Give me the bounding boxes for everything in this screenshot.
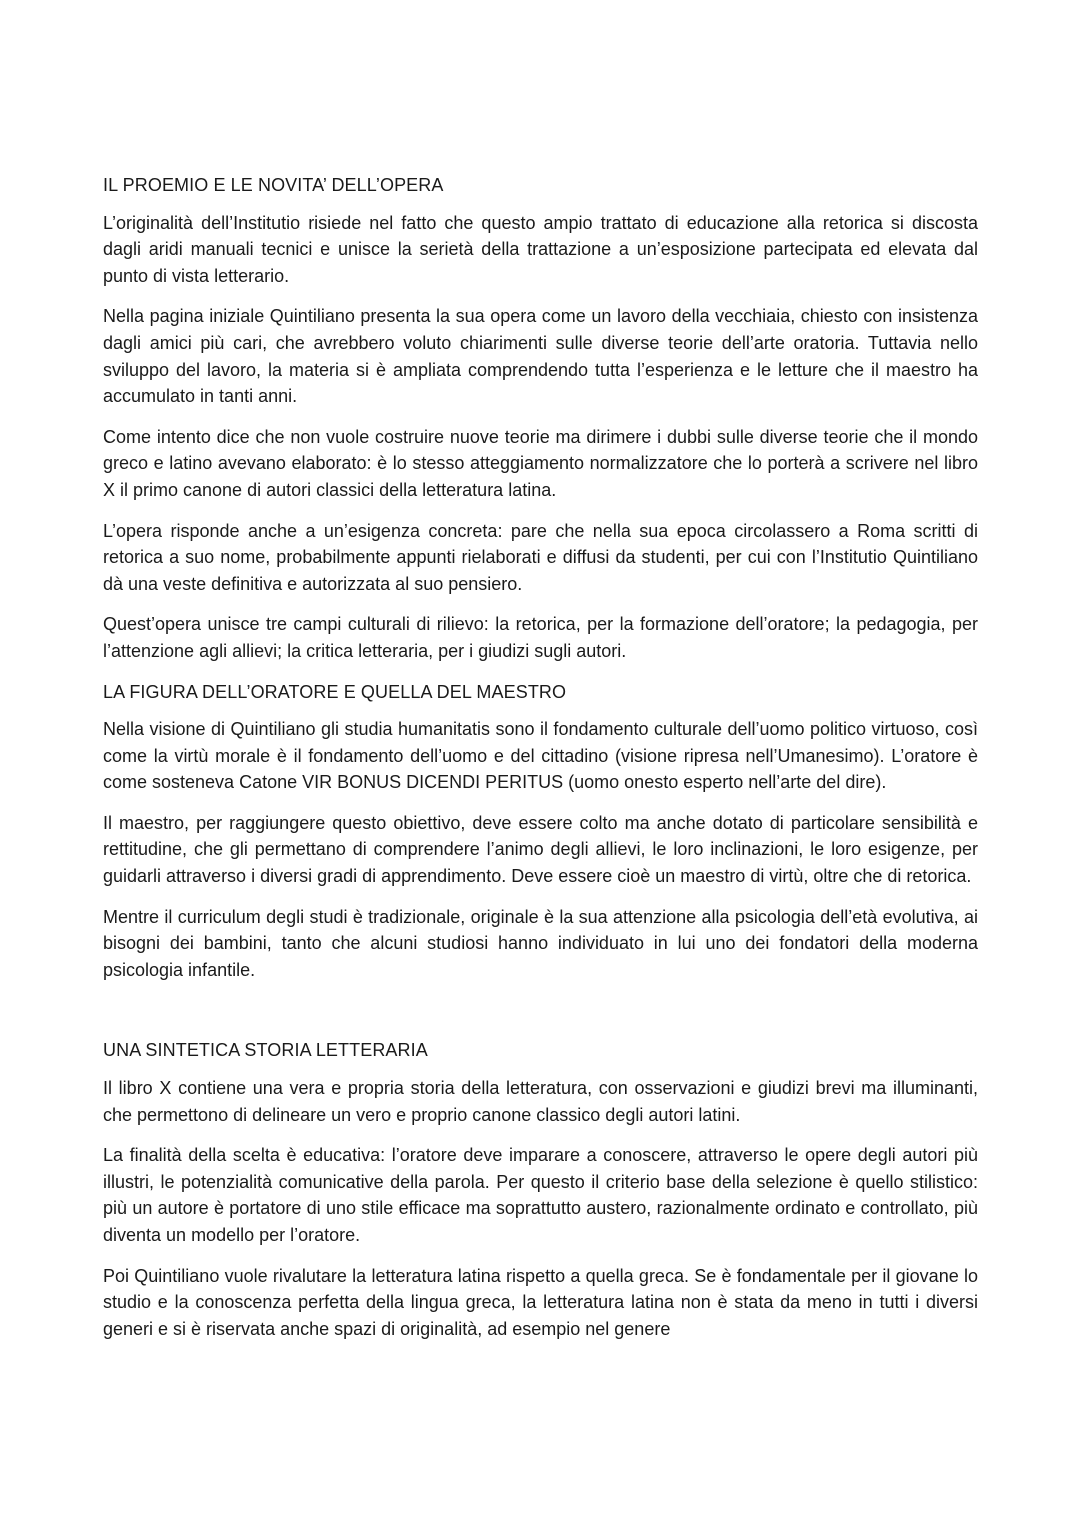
paragraph: Poi Quintiliano vuole rivalutare la letteratura latina rispetto a quella greca. Se è fondamentale per il giovane lo studio e la conoscenza perfetta della lingua greca, la letteratura latina non è stata da meno in tutti i diversi generi e si è riservata anche spazi di originalità, ad esempio nel genere bbox=[103, 1265, 978, 1339]
document-page bbox=[103, 172, 978, 1342]
paragraph: Nella visione di Quintiliano gli studia humanitatis sono il fondamento culturale dell’uomo politico virtuoso, così come la virtù morale è il fondamento dell’uomo e del cittadino (visione ripresa nell’Umanesimo). L’oratore è come sosteneva Catone VIR BONUS DICENDI PERITUS (uomo onesto esperto nell’arte del dire). bbox=[103, 719, 978, 793]
paragraph: Il libro X contiene una vera e propria storia della letteratura, con osservazioni e giudizi brevi ma illuminanti, che permettono di delineare un vero e proprio canone classico degli autori latini. bbox=[103, 1078, 978, 1125]
section-heading: IL PROEMIO E LE NOVITA’ DELL’OPERA bbox=[103, 175, 444, 195]
paragraph: La finalità della scelta è educativa: l’oratore deve imparare a conoscere, attraverso le opere degli autori più illustri, le potenzialità comunicative della parola. Per questo il criterio base della selezione è quello stilistico: più un autore è portatore di uno stile efficace ma soprattutto austero, razionalmente ordinato e controllato, più diventa un modello per l’oratore. bbox=[103, 1145, 978, 1245]
section-heading: LA FIGURA DELL’ORATORE E QUELLA DEL MAESTRO bbox=[103, 681, 567, 702]
paragraph: Mentre il curriculum degli studi è tradizionale, originale è la sua attenzione alla psicologia dell’età evolutiva, ai bisogni dei bambini, tanto che alcuni studiosi hanno individuato in lui uno dei fondatori della moderna psicologia infantile. bbox=[103, 906, 978, 980]
section-spacer bbox=[103, 997, 978, 1037]
paragraph: Il maestro, per raggiungere questo obiettivo, deve essere colto ma anche dotato di particolare sensibilità e rettitudine, che gli permettano di comprendere l’animo degli allievi, le loro inclinazioni, le loro esigenze, per guidarli attraverso i diversi gradi di apprendimento. Deve essere cioè un maestro di virtù, oltre che di retorica. bbox=[103, 812, 978, 887]
paragraph: Quest’opera unisce tre campi culturali di rilievo: la retorica, per la formazione dell’oratore; la pedagogia, per l’attenzione agli allievi; la critica letteraria, per i giudizi sugli autori. bbox=[103, 614, 978, 661]
paragraph: L’originalità dell’Institutio risiede nel fatto che questo ampio trattato di educazione alla retorica si discosta dagli aridi manuali tecnici e unisce la serietà della trattazione a un’esposizione partecipata ed elevata dal punto di vista letterario. bbox=[103, 212, 978, 286]
section-heading: UNA SINTETICA STORIA LETTERARIA bbox=[103, 1040, 428, 1061]
paragraph: Nella pagina iniziale Quintiliano presenta la sua opera come un lavoro della vecchiaia, chiesto con insistenza dagli amici più cari, che avrebbero voluto chiarimenti sulle diverse teorie dell’arte oratoria. Tuttavia nello sviluppo del lavoro, la materia si è ampliata comprendendo tutta l’esperienza e le letture che il maestro ha accumulato in tanti anni. bbox=[103, 306, 978, 407]
paragraph: Come intento dice che non vuole costruire nuove teorie ma dirimere i dubbi sulle diverse teorie che il mondo greco e latino avevano elaborato: è lo stesso atteggiamento normalizzatore che lo porterà a scrivere nel libro X il primo canone di autori classici della letteratura latina. bbox=[103, 426, 978, 500]
paragraph: L’opera risponde anche a un’esigenza concreta: pare che nella sua epoca circolassero a Roma scritti di retorica a suo nome, probabilmente appunti rielaborati e diffusi da studenti, per cui con l’Institutio Quintiliano dà una veste definitiva e autorizzata al suo pensiero. bbox=[103, 520, 978, 594]
